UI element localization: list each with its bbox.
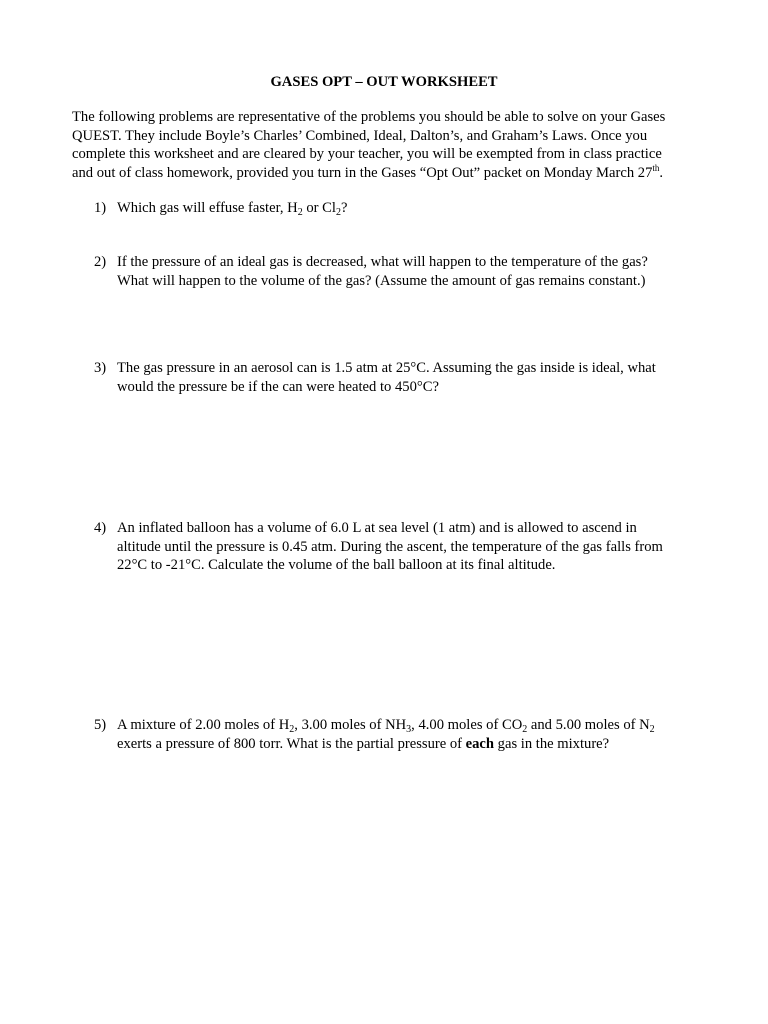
question-text [117,519,692,575]
text-run: , 3.00 moles of NH [294,717,407,733]
text-run: Which gas will effuse faster, H [117,200,298,216]
question-number: 5) [94,717,107,733]
question-2 [72,253,692,290]
text-run: and 5.00 moles of N [527,717,650,733]
text-run: A mixture of 2.00 moles of H [117,717,290,733]
question-1 [72,199,692,218]
question-line [117,716,692,735]
question-text [117,716,692,753]
subscript: 2 [297,207,303,218]
intro-line-text: and out of class homework, provided you turn in the Gases “Opt Out” packet on Monday March 27 [72,165,653,182]
question-line: altitude until the pressure is 0.45 atm. During the ascent, the temperature of the gas falls from [117,538,663,555]
text-run: exerts a pressure of 800 torr. What is the partial pressure of [117,735,466,752]
question-number: 4) [94,520,107,536]
intro-line [72,164,692,183]
ordinal-suffix: th [652,163,660,174]
question-line: would the pressure be if the can were heated to 450°C? [117,378,439,395]
worksheet-title: GASES OPT – OUT WORKSHEET [270,74,498,90]
intro-line: QUEST. They include Boyle’s Charles’ Combined, Ideal, Dalton’s, and Graham’s Laws. Once you [72,127,648,144]
question-text [117,359,692,396]
question-text [117,253,692,290]
text-run: , 4.00 moles of CO [411,717,523,733]
subscript: 2 [335,207,341,218]
intro-paragraph [72,108,692,183]
subscript: 2 [649,724,655,735]
text-run: gas in the mixture? [494,735,610,752]
question-line [117,735,692,754]
question-number: 2) [94,254,107,270]
question-line: What will happen to the volume of the gas? (Assume the amount of gas remains constant.) [117,272,646,289]
subscript: 2 [289,724,295,735]
intro-line: complete this worksheet and are cleared by your teacher, you will be exempted from in class practice [72,146,662,163]
question-line: The gas pressure in an aerosol can is 1.5 atm at 25°C. Assuming the gas inside is ideal, what [117,360,656,376]
intro-line-end: . [659,165,664,182]
question-4 [72,519,692,575]
subscript: 2 [522,724,528,735]
text-run: or Cl [302,200,336,216]
question-line [117,199,692,218]
subscript: 3 [406,724,412,735]
question-line: If the pressure of an ideal gas is decreased, what will happen to the temperature of the gas? [117,254,648,270]
question-3 [72,359,692,396]
emphasis-text: each [465,735,495,752]
intro-line: The following problems are representative of the problems you should be able to solve on your Gases [72,109,666,125]
question-text [117,199,692,218]
question-line: An inflated balloon has a volume of 6.0 L at sea level (1 atm) and is allowed to ascend in [117,520,637,536]
question-number: 1) [94,200,107,216]
question-5 [72,716,692,753]
question-number: 3) [94,360,107,376]
question-line: 22°C to -21°C. Calculate the volume of the ball balloon at its final altitude. [117,557,556,574]
text-run: ? [340,200,348,216]
